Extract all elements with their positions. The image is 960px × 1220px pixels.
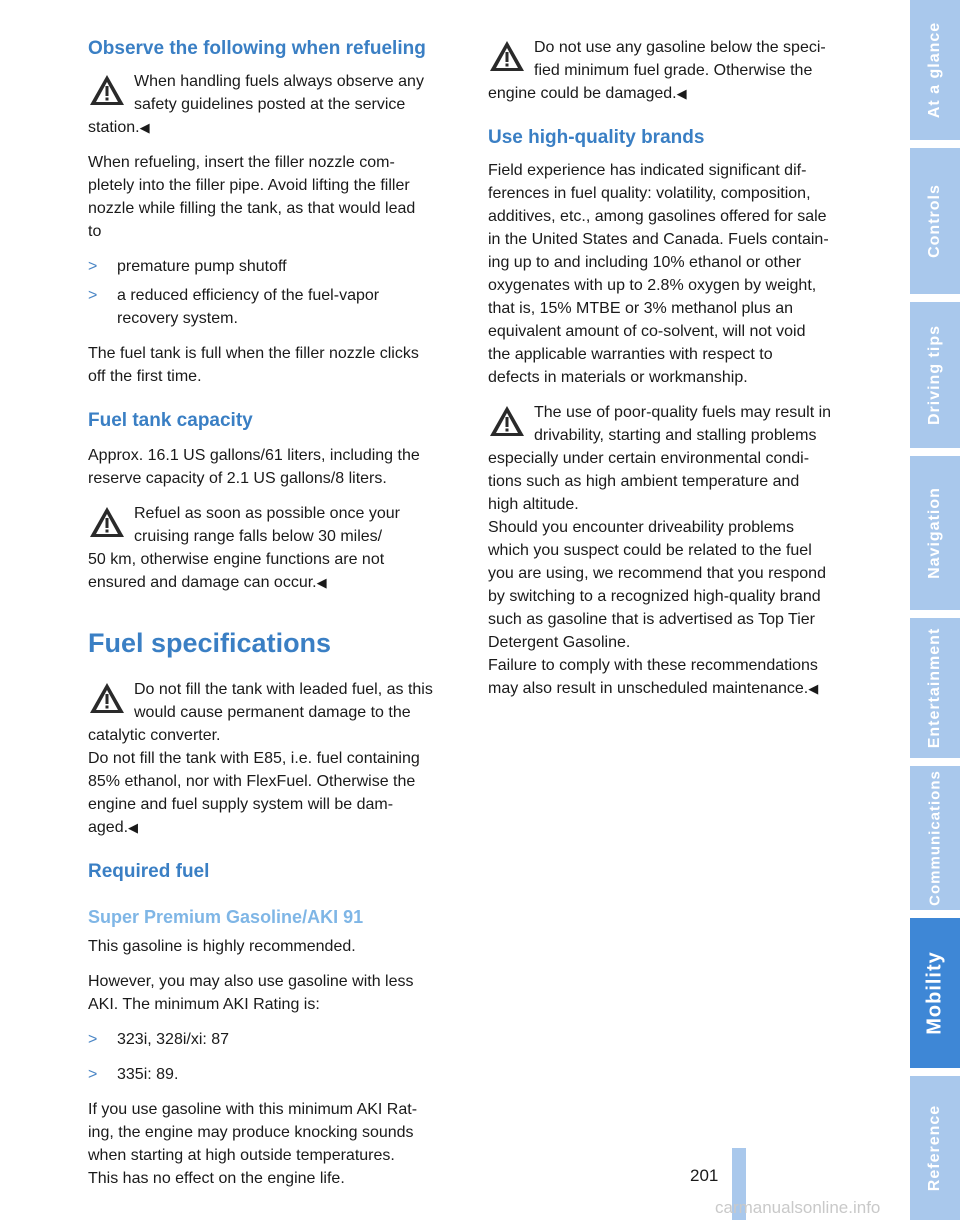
text-line: Refuel as soon as possible once your xyxy=(134,505,400,522)
tab-at-a-glance[interactable]: At a glance xyxy=(910,0,960,140)
end-mark: ◀ xyxy=(128,820,139,835)
text-line: AKI. The minimum AKI Rating is: xyxy=(88,996,320,1013)
text-line: ferences in fuel quality: volatility, composition, xyxy=(488,185,811,202)
text-line: cruising range falls below 30 miles/ xyxy=(134,528,383,545)
tab-communications[interactable]: Communications xyxy=(910,766,960,910)
text-line: safety guidelines posted at the service xyxy=(134,96,406,113)
text-line: to xyxy=(88,223,102,240)
text-line: would cause permanent damage to the xyxy=(134,704,411,721)
text-line: that is, 15% MTBE or 3% methanol plus an xyxy=(488,300,794,317)
text-line: Do not use any gasoline below the speci- xyxy=(534,39,826,56)
tab-mobility[interactable]: Mobility xyxy=(910,918,960,1068)
text-line: high altitude. xyxy=(488,496,579,513)
right-column xyxy=(488,36,866,700)
text-line: nozzle while filling the tank, as that would lead xyxy=(88,200,416,217)
text-line: engine could be damaged.◀ xyxy=(488,85,687,102)
text-line: fied minimum fuel grade. Otherwise the xyxy=(534,62,813,79)
text-line: when starting at high outside temperatures. xyxy=(88,1147,395,1164)
end-mark: ◀ xyxy=(139,120,150,135)
end-mark: ◀ xyxy=(676,86,687,101)
text-line: pletely into the filler pipe. Avoid lifting the filler xyxy=(88,177,410,194)
text-line: This gasoline is highly recommended. xyxy=(88,938,356,955)
warning-triangle-icon xyxy=(88,680,126,716)
text-line: 85% ethanol, nor with FlexFuel. Otherwise the xyxy=(88,773,416,790)
warning-refueling-safety xyxy=(88,70,466,139)
text-line: ensured and damage can occur.◀ xyxy=(88,574,327,591)
text-line: Do not fill the tank with leaded fuel, as this xyxy=(134,681,433,698)
text-line: in the United States and Canada. Fuels contain- xyxy=(488,231,829,248)
text-line: Field experience has indicated significant dif- xyxy=(488,162,807,179)
heading-quality-brands: Use high-quality brands xyxy=(488,127,705,148)
text-line: This has no effect on the engine life. xyxy=(88,1170,345,1187)
heading-required-fuel: Required fuel xyxy=(88,861,210,882)
heading-capacity: Fuel tank capacity xyxy=(88,410,253,431)
text-line: Failure to comply with these recommendations xyxy=(488,657,818,674)
warning-triangle-icon xyxy=(488,38,526,74)
text-line: ing up to and including 10% ethanol or other xyxy=(488,254,802,271)
text-line: reserve capacity of 2.1 US gallons/8 liters. xyxy=(88,470,387,487)
watermark: carmanualsonline.info xyxy=(715,1198,881,1217)
text-line: 50 km, otherwise engine functions are not xyxy=(88,551,385,568)
bullet-mark: > xyxy=(88,1066,98,1083)
tab-entertainment[interactable]: Entertainment xyxy=(910,618,960,758)
text-line: the applicable warranties with respect to xyxy=(488,346,773,363)
page-number: 201 xyxy=(690,1166,719,1185)
text-line: may also result in unscheduled maintenance.◀ xyxy=(488,680,819,697)
list-item: > 323i, 328i/xi: 87 xyxy=(88,1028,466,1051)
text-line: off the first time. xyxy=(88,368,202,385)
bullet-mark: > xyxy=(88,287,98,304)
text-line: Detergent Gasoline. xyxy=(488,634,631,651)
text-line: The use of poor-quality fuels may result in xyxy=(534,404,832,421)
text-line: If you use gasoline with this minimum AKI Rat- xyxy=(88,1101,418,1118)
warning-poor-quality-fuels xyxy=(488,401,866,700)
warning-minimum-grade xyxy=(488,36,866,105)
warning-cruising-range xyxy=(88,502,466,594)
text-line: station.◀ xyxy=(88,119,150,136)
bullet-mark: > xyxy=(88,258,98,275)
list-item: > premature pump shutoff xyxy=(88,255,466,278)
text-line: especially under certain environmental condi- xyxy=(488,450,810,467)
text-line: catalytic converter. xyxy=(88,727,221,744)
text-line: equivalent amount of co-solvent, will not void xyxy=(488,323,806,340)
text-line: additives, etc., among gasolines offered for sale xyxy=(488,208,827,225)
warning-triangle-icon xyxy=(488,403,526,439)
text-line: by switching to a recognized high-quality brand xyxy=(488,588,821,605)
chapter-tabs xyxy=(910,0,960,1220)
text-line: ing, the engine may produce knocking sounds xyxy=(88,1124,414,1141)
text-line: The fuel tank is full when the filler nozzle clicks xyxy=(88,345,419,362)
text-line: engine and fuel supply system will be dam- xyxy=(88,796,394,813)
heading-fuel-specifications: Fuel specifications xyxy=(88,628,332,658)
warning-triangle-icon xyxy=(88,504,126,540)
text-line: which you suspect could be related to the fuel xyxy=(488,542,812,559)
text-line: When refueling, insert the filler nozzle com- xyxy=(88,154,395,171)
text-line: When handling fuels always observe any xyxy=(134,73,424,90)
end-mark: ◀ xyxy=(316,575,327,590)
text-line: you are using, we recommend that you respond xyxy=(488,565,826,582)
text-line: Approx. 16.1 US gallons/61 liters, including the xyxy=(88,447,420,464)
heading-super-premium: Super Premium Gasoline/AKI 91 xyxy=(88,907,364,927)
bullet-mark: > xyxy=(88,1031,98,1048)
heading-refueling: Observe the following when refueling xyxy=(88,38,426,59)
warning-triangle-icon xyxy=(88,72,126,108)
tab-driving-tips[interactable]: Driving tips xyxy=(910,302,960,448)
text-line: However, you may also use gasoline with less xyxy=(88,973,414,990)
text-line: oxygenates with up to 2.8% oxygen by weight, xyxy=(488,277,817,294)
text-line: tions such as high ambient temperature and xyxy=(488,473,800,490)
text-line: Do not fill the tank with E85, i.e. fuel containing xyxy=(88,750,420,767)
end-mark: ◀ xyxy=(808,681,819,696)
tab-controls[interactable]: Controls xyxy=(910,148,960,294)
text-line: drivability, starting and stalling problems xyxy=(534,427,817,444)
left-column xyxy=(88,36,466,1190)
list-item: > a reduced efficiency of the fuel-vapor recovery system. xyxy=(88,284,466,330)
text-line: such as gasoline that is advertised as Top Tier xyxy=(488,611,815,628)
warning-leaded-fuel xyxy=(88,678,466,839)
text-line: aged.◀ xyxy=(88,819,139,836)
tab-navigation[interactable]: Navigation xyxy=(910,456,960,610)
text-line: defects in materials or workmanship. xyxy=(488,369,748,386)
tab-reference[interactable]: Reference xyxy=(910,1076,960,1220)
text-line: Should you encounter driveability problems xyxy=(488,519,794,536)
list-item: > 335i: 89. xyxy=(88,1063,466,1086)
